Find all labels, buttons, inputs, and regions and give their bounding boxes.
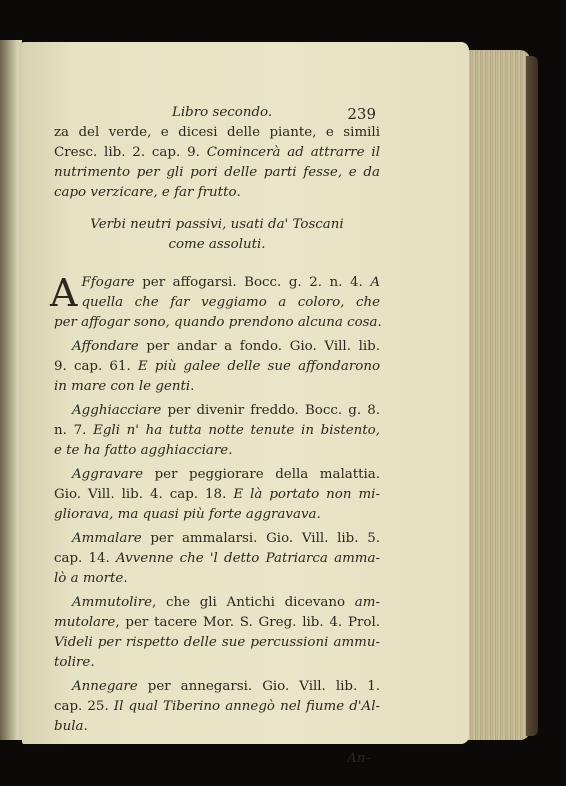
entry-gap bbox=[54, 737, 380, 741]
italic-text: Agghiacciare bbox=[72, 403, 162, 418]
italic-text: Ammutolire bbox=[72, 595, 153, 610]
roman-text: 9. cap. 61. bbox=[54, 359, 138, 374]
section-heading-line: come assoluti. bbox=[168, 237, 266, 252]
text-line bbox=[54, 653, 380, 673]
text-line bbox=[54, 421, 380, 441]
roman-text: per andar a fondo. Gio. Vill. lib. bbox=[138, 339, 380, 354]
entry bbox=[54, 677, 380, 741]
roman-text: . bbox=[83, 719, 88, 734]
entries-list bbox=[50, 271, 382, 741]
text-line bbox=[54, 633, 380, 653]
section-heading-line: Verbi neutri passivi, usati da' Toscani bbox=[90, 217, 344, 232]
entry bbox=[54, 401, 380, 465]
text-line bbox=[54, 293, 380, 313]
text-line bbox=[54, 357, 380, 377]
roman-text: . bbox=[228, 443, 233, 458]
roman-text: cap. 14. bbox=[54, 551, 117, 566]
roman-text: , che gli Antichi dicevano bbox=[152, 595, 355, 610]
roman-text: Gio. Vill. lib. 4. cap. 18. bbox=[54, 487, 234, 502]
roman-text: . bbox=[377, 315, 382, 330]
text-line bbox=[54, 337, 380, 357]
italic-text: Ammalare bbox=[72, 531, 142, 546]
section-heading bbox=[54, 215, 380, 255]
text-line bbox=[54, 465, 380, 485]
italic-text: capo verzicare, e far frutto bbox=[54, 185, 237, 200]
italic-text: Egli n' ha tutta notte tenute in bistento, bbox=[93, 423, 381, 438]
entry bbox=[54, 337, 380, 401]
italic-text: E più galee delle sue affondarono bbox=[137, 359, 381, 374]
italic-text: Affondare bbox=[72, 339, 139, 354]
left-page-gutter bbox=[0, 40, 22, 740]
roman-text: . bbox=[316, 507, 321, 522]
text-line bbox=[54, 569, 380, 589]
running-head bbox=[54, 103, 380, 123]
text-line bbox=[54, 273, 380, 293]
italic-text: A bbox=[370, 275, 380, 290]
roman-text: per divenir freddo. Bocc. g. 8. bbox=[161, 403, 380, 418]
text-line bbox=[54, 183, 380, 203]
text-line bbox=[54, 123, 380, 143]
italic-text: e te ha fatto agghiacciare bbox=[54, 443, 229, 458]
italic-text: Videli per rispetto delle sue percussioni ammu- bbox=[54, 635, 380, 650]
book-page-edges bbox=[466, 50, 530, 740]
italic-text: lò a morte bbox=[54, 571, 124, 586]
italic-text: quella che far veggiamo a coloro, che bbox=[81, 295, 380, 310]
roman-text: per affogarsi. Bocc. g. 2. n. 4. bbox=[134, 275, 371, 290]
italic-text: mutolare bbox=[54, 615, 116, 630]
italic-text: Il qual Tiberino annegò nel fiume d'Al- bbox=[113, 699, 380, 714]
italic-text: Avvenne che 'l detto Patriarca amma- bbox=[116, 551, 380, 566]
text-line bbox=[54, 377, 380, 397]
text-line bbox=[54, 485, 380, 505]
text-line bbox=[54, 313, 380, 333]
text-line bbox=[54, 401, 380, 421]
page-text bbox=[50, 103, 382, 769]
text-line bbox=[54, 441, 380, 461]
italic-text: Aggravare bbox=[72, 467, 144, 482]
italic-text: Ffogare bbox=[81, 275, 135, 290]
roman-text: . bbox=[190, 379, 195, 394]
italic-text: bula bbox=[54, 719, 84, 734]
roman-text: . bbox=[236, 185, 241, 200]
italic-text: Comincerà ad attrarre il bbox=[206, 145, 380, 160]
text-line bbox=[54, 143, 380, 163]
text-line bbox=[54, 163, 380, 183]
roman-text: per ammalarsi. Gio. Vill. lib. 5. bbox=[141, 531, 380, 546]
text-line bbox=[54, 697, 380, 717]
roman-text: Cresc. lib. 2. cap. 9. bbox=[54, 145, 207, 160]
italic-text: gliorava, ma quasi più forte aggravava bbox=[54, 507, 317, 522]
page-number: 239 bbox=[347, 105, 376, 123]
drop-cap: A bbox=[50, 271, 78, 315]
text-line bbox=[54, 549, 380, 569]
roman-text: per annegarsi. Gio. Vill. lib. 1. bbox=[137, 679, 380, 694]
text-line bbox=[54, 505, 380, 525]
italic-text: Annegare bbox=[72, 679, 138, 694]
italic-text: in mare con le genti bbox=[54, 379, 191, 394]
roman-text: za del verde, e dicesi delle piante, e simili bbox=[54, 125, 380, 140]
roman-text: . bbox=[90, 655, 95, 670]
italic-text: per affogar sono, quando prendono alcuna cosa bbox=[54, 315, 378, 330]
text-line bbox=[54, 717, 380, 737]
roman-text: cap. 25. bbox=[54, 699, 114, 714]
roman-text: , per tacere Mor. S. Greg. lib. 4. Prol. bbox=[115, 615, 380, 630]
text-line bbox=[54, 677, 380, 697]
text-line bbox=[54, 593, 380, 613]
roman-text: . bbox=[123, 571, 128, 586]
entry bbox=[54, 593, 380, 677]
italic-text: nutrimento per gli pori delle parti fesse, e da bbox=[54, 165, 380, 180]
italic-text: am- bbox=[354, 595, 380, 610]
entry bbox=[50, 271, 382, 337]
text-line bbox=[54, 613, 380, 633]
book-cover-edge bbox=[526, 56, 538, 736]
roman-text: per peggiorare della malattia. bbox=[143, 467, 380, 482]
entry bbox=[54, 465, 380, 529]
text-line bbox=[54, 529, 380, 549]
italic-text: E là portato non mi- bbox=[233, 487, 380, 502]
running-head-title: Libro secondo. bbox=[172, 105, 273, 120]
roman-text: n. 7. bbox=[54, 423, 94, 438]
intro-paragraph bbox=[54, 123, 380, 203]
italic-text: tolire bbox=[54, 655, 91, 670]
entry bbox=[54, 529, 380, 593]
catchword: An- bbox=[347, 751, 370, 766]
